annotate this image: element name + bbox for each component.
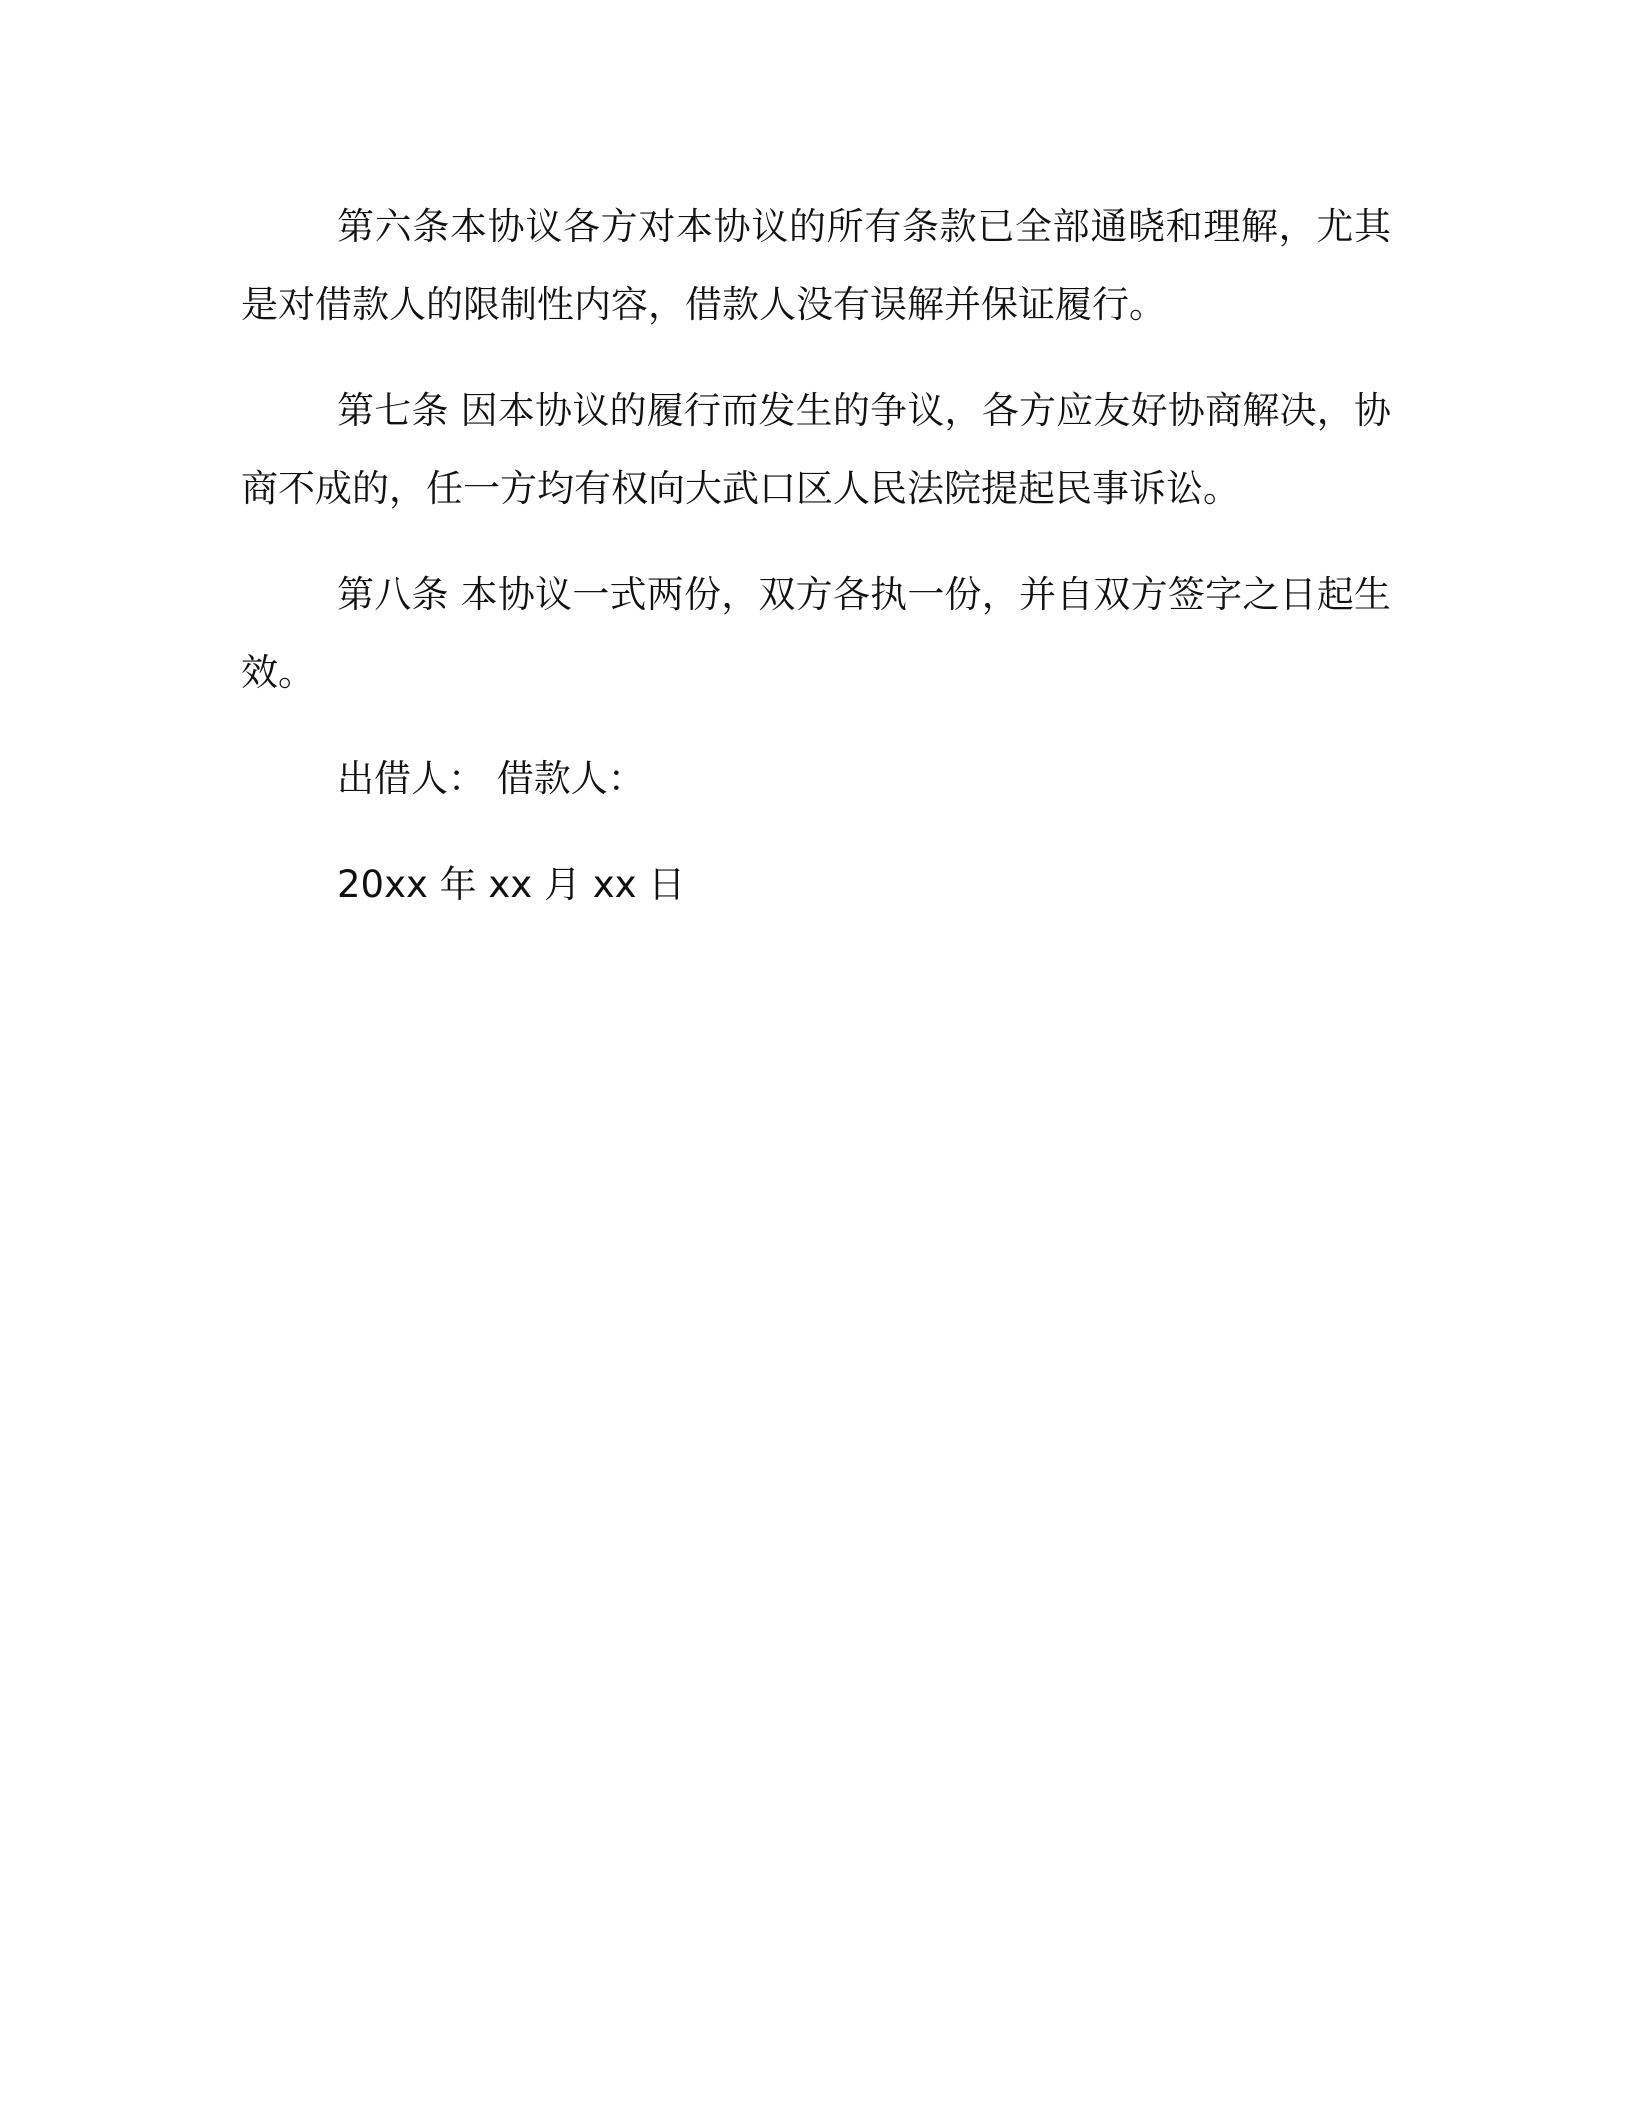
- article-7-paragraph: 第七条 因本协议的履行而发生的争议，各方应友好协商解决，协商不成的，任一方均有权向大武口区人民法院提起民事诉讼。: [241, 389, 1391, 510]
- article-6-paragraph: 第六条本协议各方对本协议的所有条款已全部通晓和理解，尤其是对借款人的限制性内容，借款人没有误解并保证履行。: [241, 205, 1391, 326]
- signature-line: 出借人： 借款人：: [337, 757, 645, 800]
- document-body: [241, 188, 1391, 952]
- date-line: 20xx 年 xx 月 xx 日: [337, 863, 686, 906]
- article-8-paragraph: 第八条 本协议一式两份，双方各执一份，并自双方签字之日起生效。: [241, 573, 1391, 694]
